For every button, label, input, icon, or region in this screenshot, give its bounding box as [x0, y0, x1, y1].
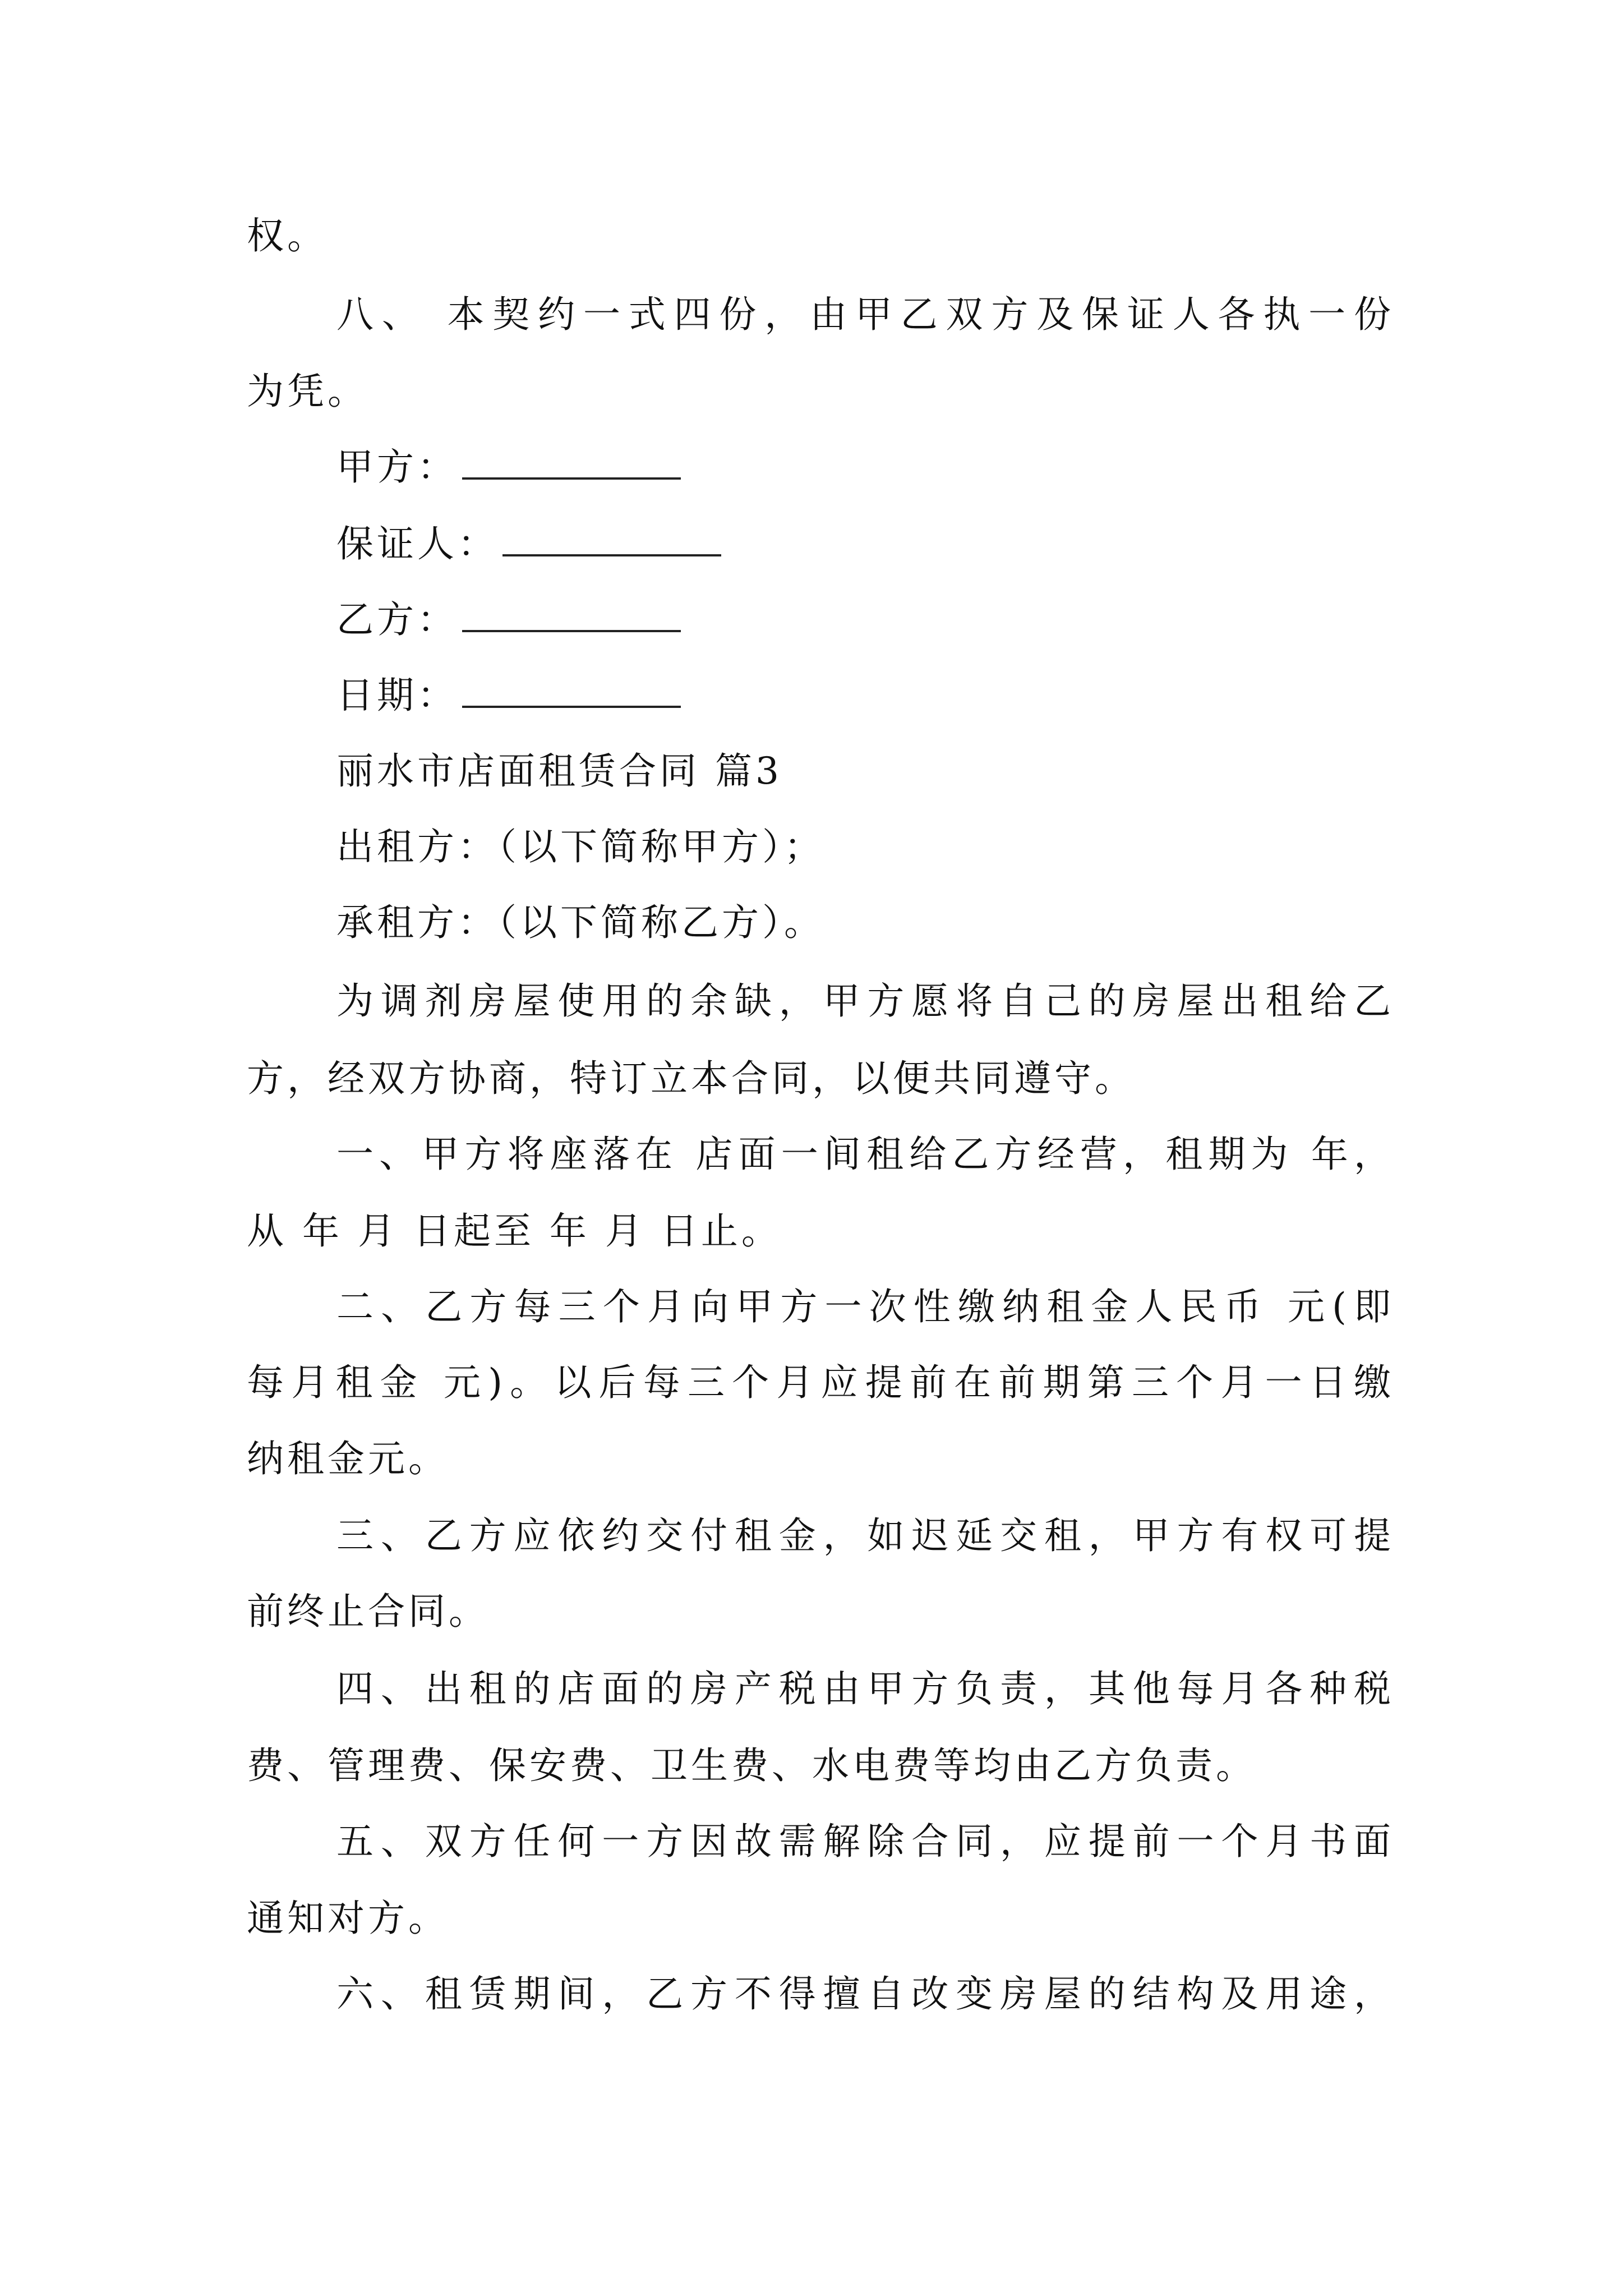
preamble-line-2: 方，经双方协商，特订立本合同，以便共同遵守。	[247, 1057, 1135, 1100]
clause-4-line-2: 费、管理费、保安费、卫生费、水电费等均由乙方负责。	[247, 1744, 1256, 1787]
clause-2-line-3: 纳租金元。	[247, 1437, 449, 1480]
clause-1-line-2: 从 年 月 日起至 年 月 日止。	[247, 1209, 782, 1253]
signature-party-b	[336, 598, 681, 641]
clause-1-line-1: 一、甲方将座落在 店面一间租给乙方经营，租期为 年，	[336, 1133, 1391, 1176]
signature-blank	[462, 628, 681, 632]
clause-2-line-1: 二、乙方每三个月向甲方一次性缴纳租金人民币 元(即	[336, 1285, 1391, 1328]
signature-label: 甲方：	[336, 445, 458, 489]
text-line: 为凭。	[247, 370, 368, 413]
clause-6-line-1: 六、租赁期间，乙方不得擅自改变房屋的结构及用途，	[336, 1972, 1391, 2016]
signature-label: 乙方：	[336, 598, 458, 641]
lessor-line: 出租方：（以下简称甲方）；	[336, 825, 824, 868]
signature-blank	[502, 552, 721, 556]
clause-8-line-1: 八、 本契约一式四份，由甲乙双方及保证人各执一份	[336, 293, 1391, 336]
clause-4-line-1: 四、出租的店面的房产税由甲方负责，其他每月各种税	[336, 1667, 1391, 1710]
signature-date	[336, 674, 681, 717]
section-title: 丽水市店面租赁合同 篇3	[336, 749, 782, 793]
clause-5-line-2: 通知对方。	[247, 1897, 449, 1940]
preamble-line-1: 为调剂房屋使用的余缺，甲方愿将自己的房屋出租给乙	[336, 979, 1391, 1023]
lessee-line: 承租方：（以下简称乙方）。	[336, 901, 824, 944]
clause-2-line-2: 每月租金 元)。以后每三个月应提前在前期第三个月一日缴	[247, 1361, 1391, 1404]
signature-guarantor	[336, 522, 721, 565]
text-line: 权。	[247, 214, 328, 257]
signature-party-a	[336, 445, 681, 489]
signature-label: 日期：	[336, 674, 458, 717]
clause-5-line-1: 五、双方任何一方因故需解除合同，应提前一个月书面	[336, 1820, 1391, 1863]
signature-label: 保证人：	[336, 522, 498, 565]
signature-blank	[462, 475, 681, 480]
signature-blank	[462, 703, 681, 708]
clause-3-line-2: 前终止合同。	[247, 1590, 489, 1633]
clause-3-line-1: 三、乙方应依约交付租金，如迟延交租，甲方有权可提	[336, 1514, 1391, 1557]
